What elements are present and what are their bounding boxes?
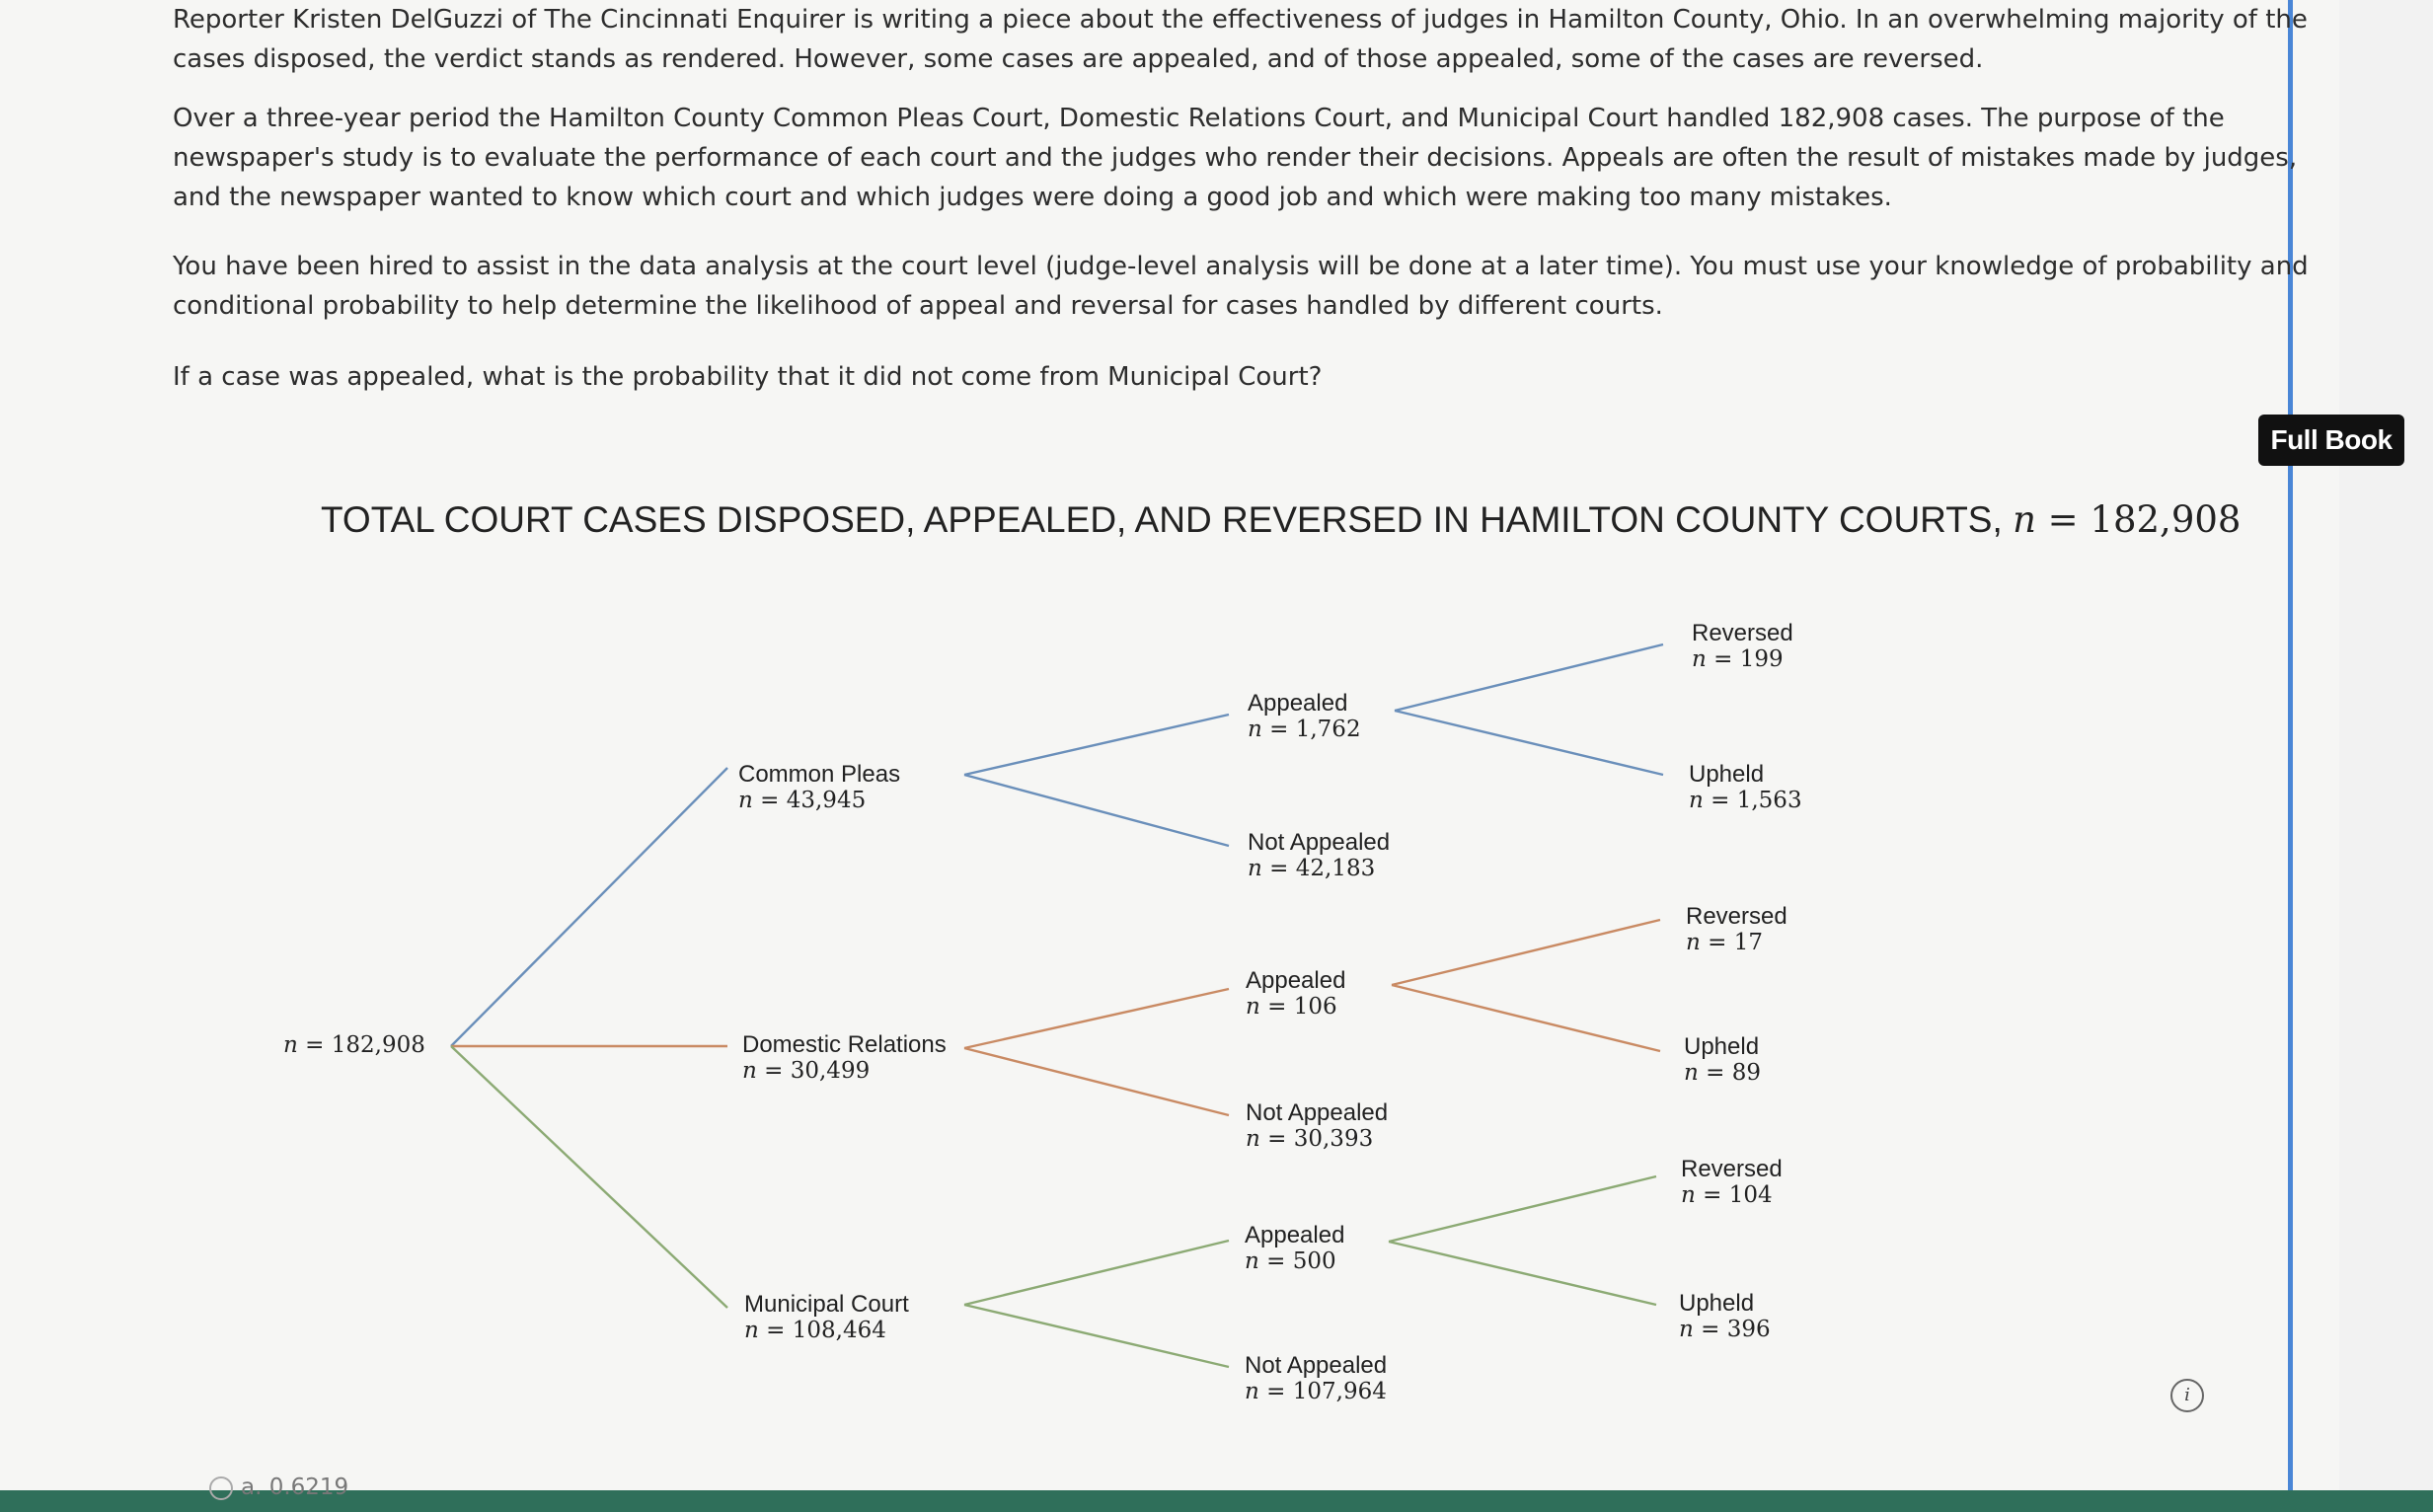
tree-lines bbox=[451, 644, 1663, 1367]
reversed-label: Reversed bbox=[1681, 1156, 1783, 1182]
tree-branch-common-3 bbox=[964, 715, 1229, 775]
tree-branch-common-10 bbox=[1395, 711, 1663, 775]
upheld-count: 396 bbox=[1726, 1317, 1771, 1342]
not-appealed-node-domestic-relations: Not Appealed n = 30,393 bbox=[1246, 1099, 1389, 1152]
court-label: Common Pleas bbox=[738, 761, 901, 788]
not-appealed-count: 30,393 bbox=[1293, 1126, 1374, 1152]
tree-branch-municipal-7 bbox=[964, 1241, 1229, 1305]
reversed-label: Reversed bbox=[1692, 620, 1793, 646]
info-icon[interactable]: i bbox=[2170, 1379, 2204, 1412]
diagram-title-prefix: TOTAL COURT CASES DISPOSED, APPEALED, AND REVERSED IN HAMILTON COUNTY COURTS, bbox=[321, 499, 2014, 540]
upheld-node-common-pleas: Upheld n = 1,563 bbox=[1689, 761, 1802, 813]
upheld-label: Upheld bbox=[1689, 761, 1765, 788]
reversed-node-domestic-relations: Reversed n = 17 bbox=[1686, 903, 1787, 955]
appealed-label: Appealed bbox=[1246, 967, 1346, 994]
court-node-domestic-relations: Domestic Relations n = 30,499 bbox=[742, 1031, 947, 1084]
diagram-title-eq: = 182,908 bbox=[2035, 498, 2242, 541]
problem-paragraph-2: Over a three-year period the Hamilton County Common Pleas Court, Domestic Relations Court, and Municipal Court handled 182,908 cases. The purpose of the newspaper's study is to evaluate the performance of each court and the judges who render their decisions. Appeals are often the result of mistakes made by judges, and the newspaper wanted to know which court and which judges were doing a good job and which were making too many mistakes. bbox=[173, 104, 2298, 212]
diagram-title-n: n bbox=[2013, 498, 2036, 541]
court-label: Municipal Court bbox=[744, 1291, 909, 1318]
upheld-count: 1,563 bbox=[1736, 788, 1802, 813]
question-text: If a case was appealed, what is the probability that it did not come from Municipal Court? bbox=[173, 362, 1323, 392]
court-count: 43,945 bbox=[786, 788, 867, 813]
court-label: Domestic Relations bbox=[742, 1031, 947, 1058]
appealed-count: 106 bbox=[1293, 994, 1337, 1020]
reversed-label: Reversed bbox=[1686, 903, 1787, 930]
not-appealed-count: 42,183 bbox=[1295, 856, 1376, 881]
appealed-node-municipal: Appealed n = 500 bbox=[1245, 1222, 1345, 1274]
court-count: 108,464 bbox=[792, 1318, 886, 1343]
appealed-label: Appealed bbox=[1248, 690, 1348, 717]
full-book-button[interactable]: Full Book bbox=[2258, 415, 2404, 466]
reversed-count: 104 bbox=[1728, 1182, 1773, 1208]
reversed-count: 17 bbox=[1733, 930, 1764, 955]
problem-paragraph-1: Reporter Kristen DelGuzzi of The Cincinnati Enquirer is writing a piece about the effectiveness of judges in Hamilton County, Ohio. In an overwhelming majority of the cases disposed, the verdict stands as rendered. However, some cases are appealed, and of those appealed, some of the cases are reversed. bbox=[173, 5, 2308, 74]
reversed-node-common-pleas: Reversed n = 199 bbox=[1692, 620, 1793, 672]
answer-option-label: a. 0.6219 bbox=[241, 1474, 349, 1500]
upheld-count: 89 bbox=[1731, 1060, 1762, 1086]
appealed-node-common-pleas: Appealed n = 1,762 bbox=[1248, 690, 1361, 742]
court-node-municipal: Municipal Court n = 108,464 bbox=[744, 1291, 909, 1343]
tree-branch-common-9 bbox=[1395, 644, 1663, 711]
not-appealed-count: 107,964 bbox=[1292, 1379, 1387, 1404]
appealed-count: 500 bbox=[1292, 1248, 1336, 1274]
tree-branch-domestic-6 bbox=[964, 1048, 1229, 1115]
tree-branch-municipal-13 bbox=[1389, 1176, 1656, 1242]
upheld-label: Upheld bbox=[1684, 1033, 1760, 1060]
answer-option-a[interactable] bbox=[209, 1474, 348, 1500]
appealed-label: Appealed bbox=[1245, 1222, 1345, 1248]
root-node: n = 182,908 bbox=[283, 1032, 425, 1058]
radio-button[interactable] bbox=[209, 1476, 233, 1500]
upheld-label: Upheld bbox=[1679, 1290, 1755, 1317]
problem-paragraph-3: You have been hired to assist in the data analysis at the court level (judge-level analysis will be done at a later time). You must use your knowledge of probability and conditional probability to help determine the likelihood of appeal and reversal for cases handled by different courts. bbox=[173, 252, 2309, 321]
tree-branch-municipal-14 bbox=[1389, 1242, 1656, 1305]
appealed-count: 1,762 bbox=[1295, 717, 1361, 742]
court-node-common-pleas: Common Pleas n = 43,945 bbox=[738, 761, 901, 813]
not-appealed-label: Not Appealed bbox=[1245, 1352, 1388, 1379]
tree-branch-common-0 bbox=[451, 768, 727, 1046]
court-count: 30,499 bbox=[790, 1058, 871, 1084]
not-appealed-label: Not Appealed bbox=[1248, 829, 1391, 856]
not-appealed-label: Not Appealed bbox=[1246, 1099, 1389, 1126]
upheld-node-municipal: Upheld n = 396 bbox=[1679, 1290, 1771, 1342]
upheld-node-domestic-relations: Upheld n = 89 bbox=[1684, 1033, 1762, 1086]
root-count: 182,908 bbox=[331, 1032, 425, 1058]
tree-branch-common-4 bbox=[964, 775, 1229, 846]
tree-branch-domestic-12 bbox=[1392, 985, 1660, 1051]
not-appealed-node-common-pleas: Not Appealed n = 42,183 bbox=[1248, 829, 1391, 881]
tree-branch-domestic-5 bbox=[964, 989, 1229, 1048]
reversed-count: 199 bbox=[1739, 646, 1784, 672]
tree-branch-domestic-11 bbox=[1392, 920, 1660, 985]
tree-branch-municipal-8 bbox=[964, 1305, 1229, 1367]
tree-branch-municipal-2 bbox=[451, 1046, 727, 1308]
appealed-node-domestic-relations: Appealed n = 106 bbox=[1246, 967, 1346, 1020]
not-appealed-node-municipal: Not Appealed n = 107,964 bbox=[1245, 1352, 1388, 1404]
reversed-node-municipal: Reversed n = 104 bbox=[1681, 1156, 1783, 1208]
